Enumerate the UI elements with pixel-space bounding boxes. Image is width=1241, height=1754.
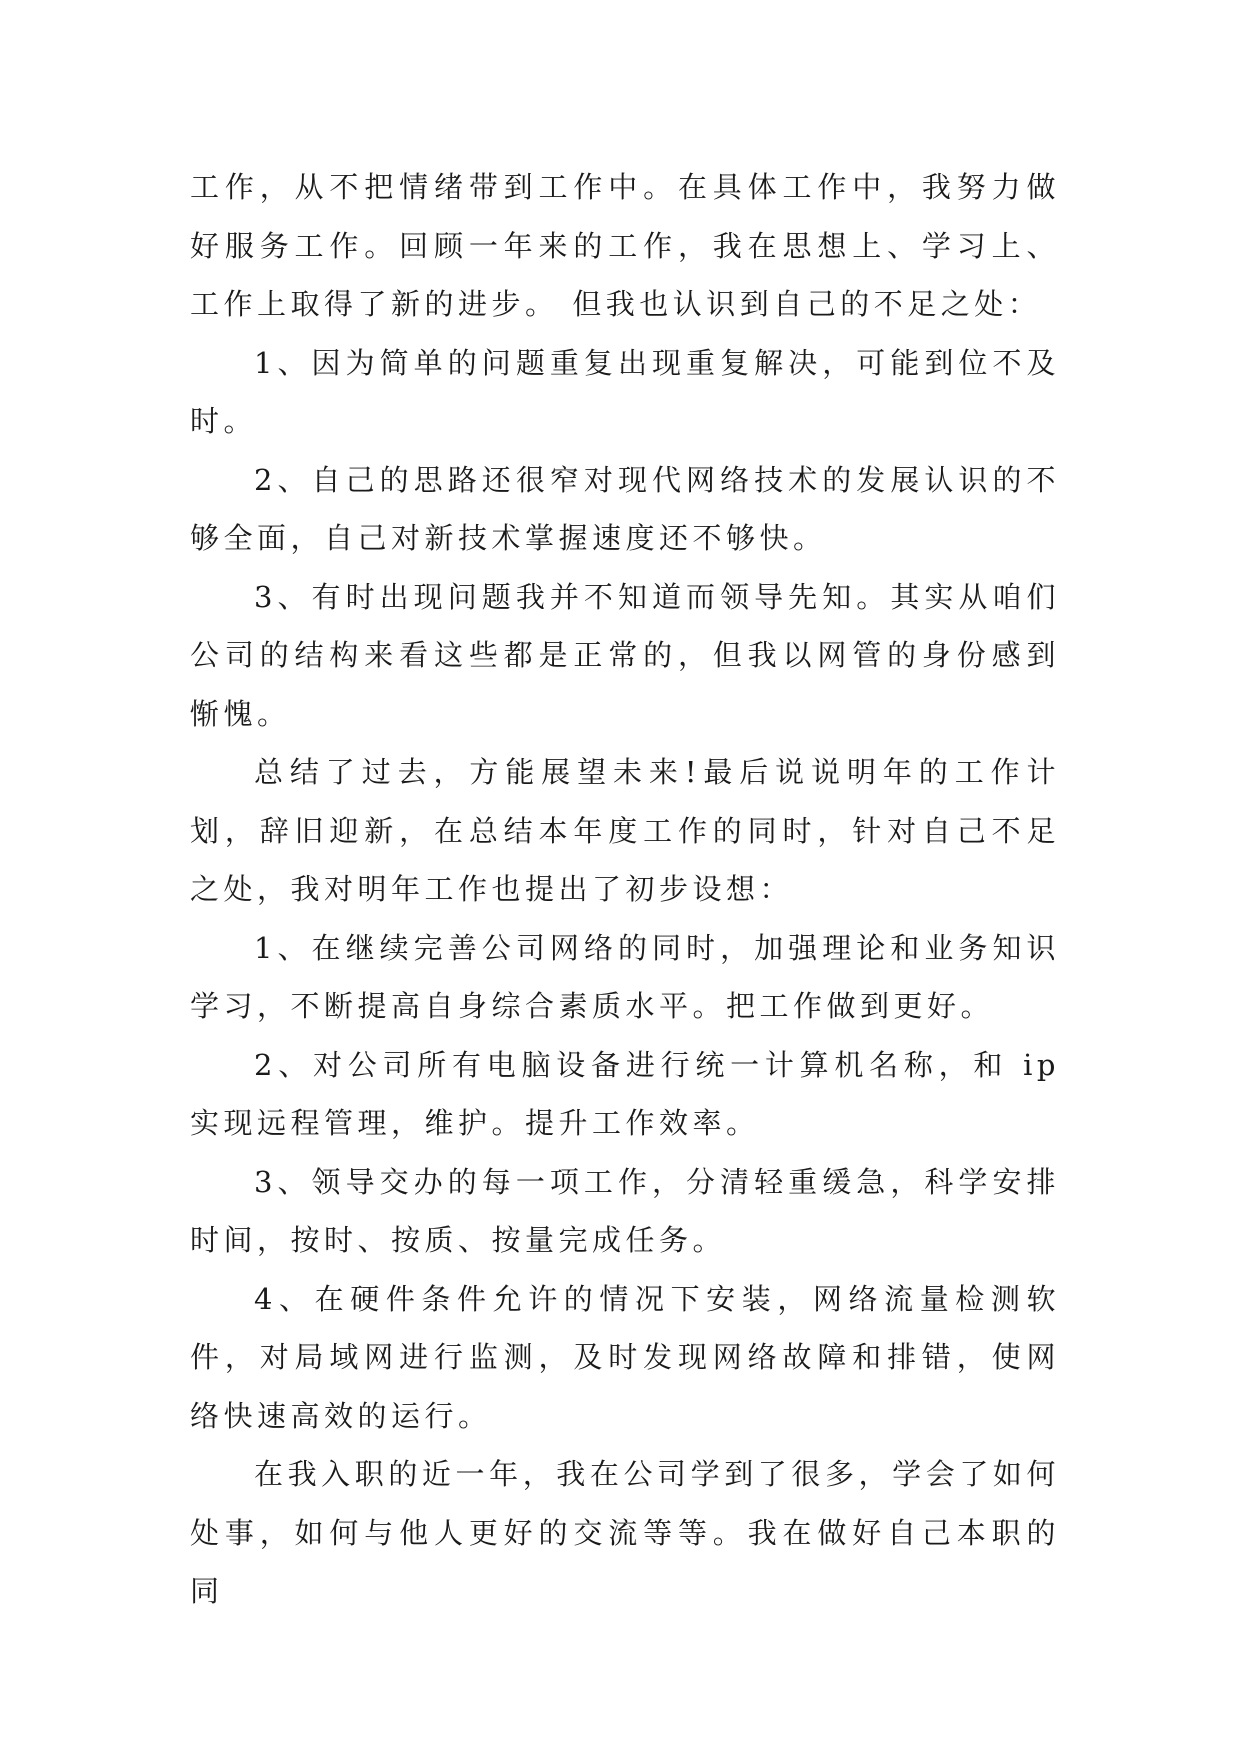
paragraph-plan-2: 2、对公司所有电脑设备进行统一计算机名称，和 ip 实现远程管理，维护。提升工作效率。 bbox=[190, 1047, 1060, 1140]
paragraph-plan-1: 1、在继续完善公司网络的同时，加强理论和业务知识学习，不断提高自身综合素质水平。把工作做到更好。 bbox=[190, 930, 1060, 1023]
paragraph-plan-intro: 总结了过去，方能展望未来!最后说说明年的工作计划，辞旧迎新，在总结本年度工作的同时，针对自己不足之处，我对明年工作也提出了初步设想： bbox=[190, 755, 1060, 906]
paragraph-closing: 在我入职的近一年，我在公司学到了很多，学会了如何处事，如何与他人更好的交流等等。我在做好自己本职的同 bbox=[190, 1457, 1060, 1608]
paragraph-plan-3: 3、领导交办的每一项工作，分清轻重缓急，科学安排时间，按时、按质、按量完成任务。 bbox=[190, 1164, 1060, 1257]
paragraph-plan-4: 4、在硬件条件允许的情况下安装，网络流量检测软件，对局域网进行监测，及时发现网络故障和排错，使网络快速高效的运行。 bbox=[190, 1281, 1060, 1433]
paragraph-shortcoming-2: 2、自己的思路还很窄对现代网络技术的发展认识的不够全面，自己对新技术掌握速度还不够快。 bbox=[190, 462, 1060, 555]
paragraph-shortcoming-3: 3、有时出现问题我并不知道而领导先知。其实从咱们公司的结构来看这些都是正常的，但我以网管的身份感到惭愧。 bbox=[190, 579, 1060, 731]
paragraph-shortcoming-1: 1、因为简单的问题重复出现重复解决，可能到位不及时。 bbox=[190, 345, 1060, 438]
paragraph-continuation: 工作，从不把情绪带到工作中。在具体工作中，我努力做好服务工作。回顾一年来的工作，我在思想上、学习上、工作上取得了新的进步。 但我也认识到自己的不足之处： bbox=[190, 170, 1060, 321]
document-body bbox=[190, 158, 1060, 1621]
